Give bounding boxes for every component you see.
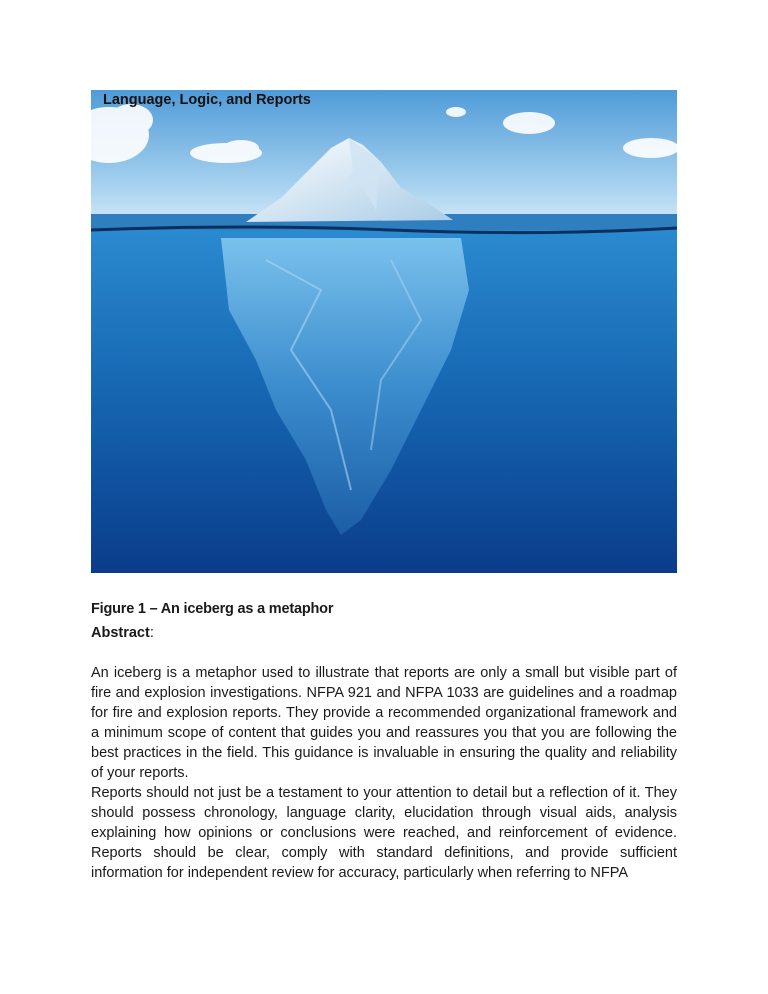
figure-caption: Figure 1 – An iceberg as a metaphor [91,601,334,617]
abstract-paragraph-2: Reports should not just be a testament to your attention to detail but a reflection of it. They should possess chronology, language clarity, elucidation through visual aids, analysis explaining how opinions or conclusions were reached, and reinforcement of evidence. Reports should be clear, comply with standard definitions, and provide sufficient information for independent review for accuracy, particularly when referring to NFPA [91,785,677,881]
figure-overlay-title: Language, Logic, and Reports [103,92,311,108]
abstract-heading [91,625,154,641]
iceberg-image [91,90,677,573]
iceberg-figure [91,90,677,573]
abstract-label: Abstract [91,625,150,641]
abstract-label-suffix: : [149,625,154,641]
abstract-paragraph-1: An iceberg is a metaphor used to illustrate that reports are only a small but visible part of fire and explosion investigations. NFPA 921 and NFPA 1033 are guidelines and a roadmap for fire and explosion reports. They provide a recommended organizational framework and a minimum scope of content that guides you and reassures you that you are following the best practices in the field. This guidance is invaluable in ensuring the quality and reliability of your reports. [91,665,677,781]
